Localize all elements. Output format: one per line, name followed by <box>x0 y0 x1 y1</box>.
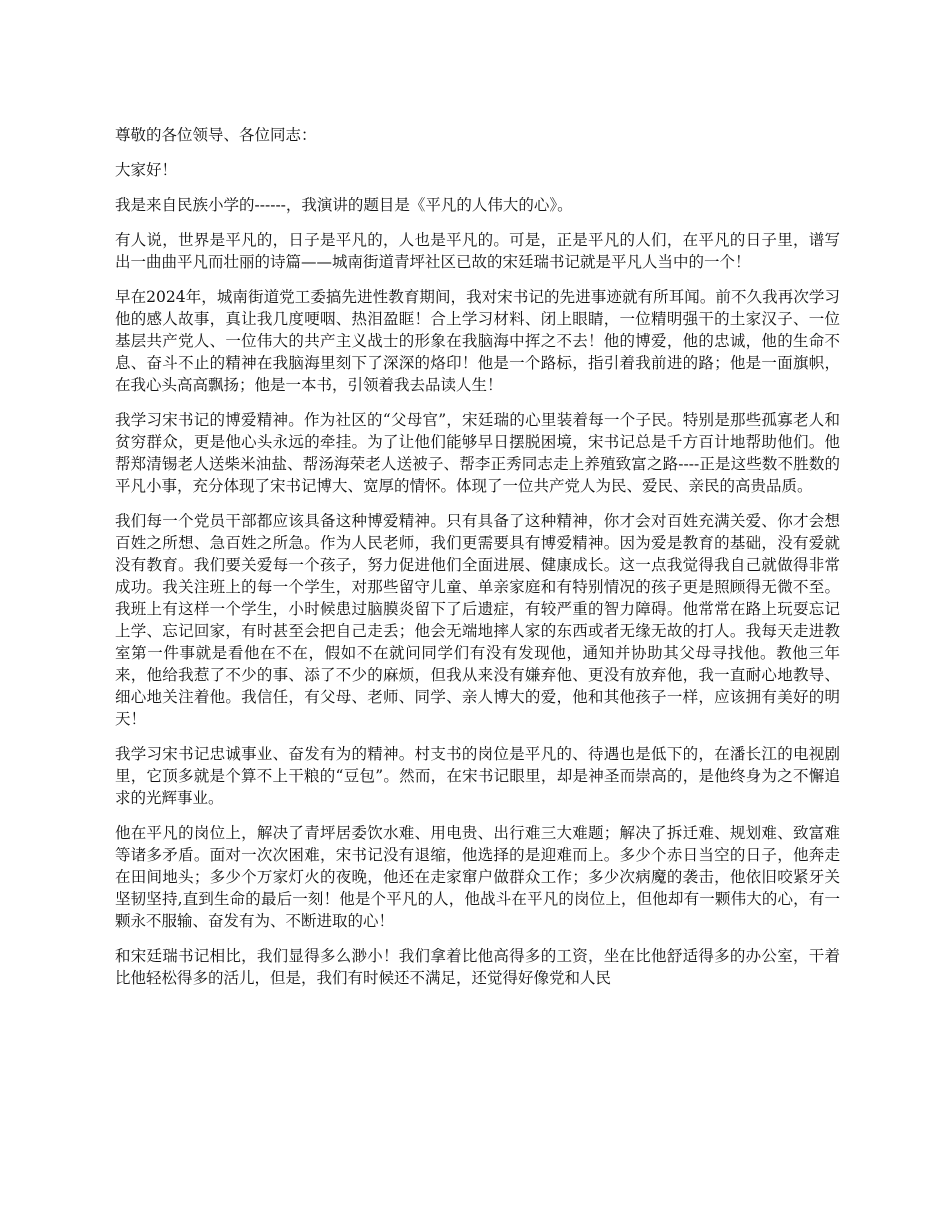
paragraph: 我们每一个党员干部都应该具备这种博爱精神。只有具备了这种精神，你才会对百姓充满关爱、你才会想百姓之所想、急百姓之所急。作为人民老师，我们更需要具有博爱精神。因为爱是教育的基础，没有爱就没有教育。我们要关爱每一个孩子，努力促进他们全面进展、健康成长。这一点我觉得我自己就做得非常成功。我关注班上的每一个学生，对那些留守儿童、单亲家庭和有特别情况的孩子更是照顾得无微不至。我班上有这样一个学生，小时候患过脑膜炎留下了后遗症，有较严重的智力障碍。他常常在路上玩耍忘记上学、忘记回家，有时甚至会把自己走丢；他会无端地摔人家的东西或者无缘无故的打人。我每天走进教室第一件事就是看他在不在，假如不在就问同学们有没有发现他，通知并协助其父母寻找他。教他三年来，他给我惹了不少的事、添了不少的麻烦，但我从来没有嫌弃他、更没有放弃他，我一直耐心地教导、细心地关注着他。我信任，有父母、老师、同学、亲人博大的爱，他和其他孩子一样，应该拥有美好的明天！ <box>115 512 840 728</box>
paragraph: 和宋廷瑞书记相比，我们显得多么渺小！我们拿着比他高得多的工资，坐在比他舒适得多的办公室，干着比他轻松得多的活儿，但是，我们有时候还不满足，还觉得好像党和人民 <box>115 947 840 987</box>
salutation: 尊敬的各位领导、各位同志： <box>115 126 317 144</box>
greeting: 大家好！ <box>115 161 178 179</box>
paragraph: 有人说，世界是平凡的，日子是平凡的，人也是平凡的。可是，正是平凡的人们，在平凡的日子里，谱写出一曲曲平凡而壮丽的诗篇——城南街道青坪社区已故的宋廷瑞书记就是平凡人当中的一个！ <box>115 231 840 271</box>
paragraph: 早在2024年，城南街道党工委搞先进性教育期间，我对宋书记的先进事迹就有所耳闻。前不久我再次学习他的感人故事，真让我几度哽咽、热泪盈眶！合上学习材料、闭上眼睛，一位精明强干的土家汉子、一位基层共产党人、一位伟大的共产主义战士的形象在我脑海中挥之不去！他的博爱，他的忠诚，他的生命不息、奋斗不止的精神在我脑海里刻下了深深的烙印！他是一个路标，指引着我前进的路；他是一面旗帜，在我心头高高飘扬；他是一本书，引领着我去品读人生！ <box>115 288 840 394</box>
paragraph: 他在平凡的岗位上，解决了青坪居委饮水难、用电贵、出行难三大难题；解决了拆迁难、规划难、致富难等诸多矛盾。面对一次次困难，宋书记没有退缩，他选择的是迎难而上。多少个赤日当空的日子，他奔走在田间地头；多少个万家灯火的夜晚，他还在走家窜户做群众工作；多少次病魔的袭击，他依旧咬紧牙关坚韧坚持,直到生命的最后一刻！他是个平凡的人，他战斗在平凡的岗位上，但他却有一颗伟大的心，有一颗永不服输、奋发有为、不断进取的心！ <box>115 824 840 930</box>
paragraph: 我学习宋书记忠诚事业、奋发有为的精神。村支书的岗位是平凡的、待遇也是低下的，在潘长江的电视剧里，它顶多就是个算不上干粮的“豆包”。然而，在宋书记眼里，却是神圣而崇高的，是他终身为之不懈追求的光辉事业。 <box>115 745 840 807</box>
paragraph: 我学习宋书记的博爱精神。作为社区的“父母官”，宋廷瑞的心里装着每一个子民。特别是那些孤寡老人和贫穷群众，更是他心头永远的牵挂。为了让他们能够早日摆脱困境，宋书记总是千方百计地帮助他们。他帮郑清锡老人送柴米油盐、帮汤海荣老人送被子、帮李正秀同志走上养殖致富之路----正是这些数不胜数的平凡小事，充分体现了宋书记博大、宽厚的情怀。体现了一位共产党人为民、爱民、亲民的高贵品质。 <box>115 411 840 495</box>
document-body <box>115 124 840 1002</box>
introduction: 我是来自民族小学的------，我演讲的题目是《平凡的人伟大的心》。 <box>115 196 573 214</box>
